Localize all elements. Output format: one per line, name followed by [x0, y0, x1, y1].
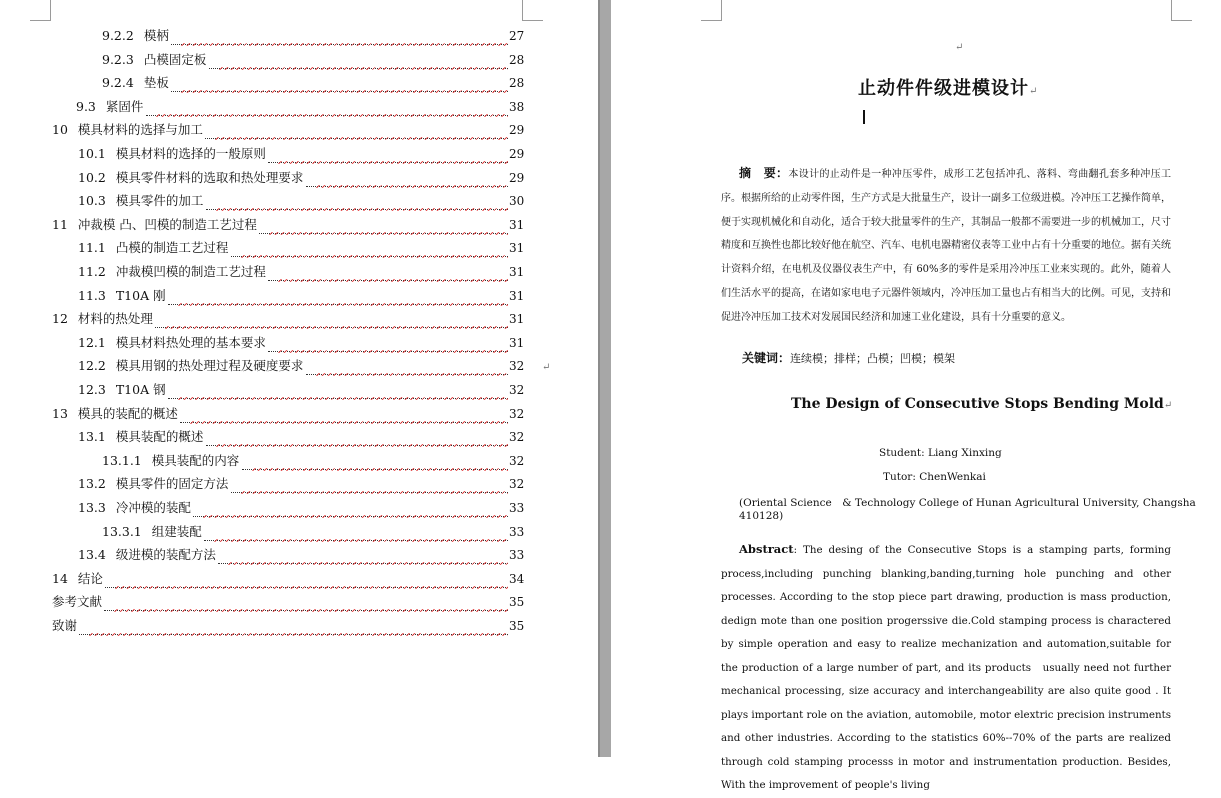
page-gutter [598, 0, 611, 757]
toc-entry-number: 12.3 [78, 382, 106, 397]
toc-entry-page: 32 [509, 477, 525, 492]
toc-entry-number: 13 [52, 405, 68, 421]
toc-entry-title: 致谢 [52, 618, 78, 633]
toc-entry-number: 9.2.2 [102, 28, 134, 43]
toc-entry-page: 34 [509, 571, 525, 586]
spellcheck-underline [190, 421, 508, 424]
toc-entry-title: T10A 刚 [115, 287, 166, 303]
spellcheck-underline [278, 350, 508, 353]
spellcheck-underline [156, 114, 508, 117]
document-title: 止动件件级进模设计↵ [858, 78, 1039, 99]
toc-entry[interactable] [78, 498, 560, 518]
toc-entry-page: 27 [509, 29, 525, 43]
toc-entry-title: 材料的热处理 [77, 311, 153, 327]
crop-mark-top-right [1171, 0, 1192, 21]
toc-entry-title: T10A 钢 [115, 382, 166, 397]
toc-entry-title: 模具零件材料的选取和热处理要求 [115, 169, 304, 185]
spellcheck-underline [178, 397, 508, 400]
toc-entry[interactable] [102, 522, 560, 542]
spellcheck-underline [241, 491, 508, 494]
spellcheck-underline [215, 137, 508, 140]
toc-entry[interactable] [52, 309, 560, 329]
toc-entry-title: 模具装配的内容 [151, 452, 240, 468]
toc-entry-page: 31 [509, 288, 525, 303]
toc-entry-title: 模柄 [143, 28, 169, 43]
spellcheck-underline [241, 255, 508, 258]
tutor-name: Tutor: ChenWenkai [883, 471, 986, 483]
toc-entry-number: 10.1 [78, 146, 106, 161]
toc-entry-page: 29 [509, 123, 525, 138]
student-name: Student: Liang Xinxing [879, 447, 1002, 459]
toc-entry-title: 凸模的制造工艺过程 [115, 240, 229, 256]
toc-entry-page: 33 [509, 501, 525, 515]
spellcheck-underline [216, 444, 508, 447]
spellcheck-underline [165, 326, 508, 329]
toc-entry-page: 32 [509, 383, 525, 397]
crop-mark-top-right [522, 0, 543, 21]
toc-entry-title: 模具材料的选择的一般原则 [115, 146, 266, 161]
toc-entry-page: 31 [509, 241, 525, 256]
toc-page [0, 0, 598, 757]
toc-entry-number: 13.2 [78, 476, 106, 492]
toc-entry[interactable] [78, 262, 560, 282]
spellcheck-underline [181, 90, 508, 93]
toc-entry-page: 38 [509, 99, 525, 114]
spellcheck-underline [114, 609, 508, 612]
toc-entry-title: 参考文献 [52, 594, 103, 610]
toc-entry-page: 32 [509, 453, 525, 468]
keywords-label: 关键词： [742, 351, 791, 365]
toc-entry-page: 31 [509, 312, 525, 327]
abstract-page [611, 0, 1221, 791]
toc-entry[interactable] [78, 238, 560, 258]
toc-entry-title: 模具材料的选择与加工 [77, 122, 203, 138]
toc-entry-number: 13.1.1 [102, 452, 142, 468]
toc-entry-number: 13.3.1 [102, 523, 142, 539]
toc-entry-page: 33 [509, 524, 525, 539]
spellcheck-underline [203, 515, 508, 518]
abstract-en-text: : The desing of the Consecutive Stops is a stamping parts, forming process,including punching blanking,banding,turning hole punching and other processes. According to the stop piece part drawing, production is mass production, dedign mote than one position progerssive die.Cold stamping process is charactered by simple operation and easy to realize mechanization and automation,suitable for the production of a large number of part, and its products usually need not further mechanical processing, size accuracy and interchangeability are also quite good . It plays important role on the aviation, automobile, motor elextric precision instruments and other industries. According to the statistics 60%--70% of the parts are realized through cold stamping processs in motor and instrumentation production. Besides, With the improvement of people's living [721, 544, 1171, 791]
paragraph-mark: ↵ [542, 362, 551, 373]
abstract-cn-label: 摘 要： [739, 166, 789, 180]
toc-entry[interactable] [52, 592, 560, 612]
toc-entry-number: 11.2 [78, 264, 106, 279]
toc-entry-page: 30 [509, 194, 525, 209]
toc-entry[interactable] [102, 73, 560, 93]
toc-entry-page: 29 [509, 147, 525, 161]
toc-entry-page: 35 [509, 619, 525, 633]
toc-entry[interactable] [78, 474, 560, 494]
toc-entry-number: 11 [52, 216, 68, 232]
toc-entry-title: 模具材料热处理的基本要求 [115, 334, 266, 350]
toc-entry-number: 13.3 [78, 500, 106, 515]
toc-entry[interactable] [78, 427, 560, 447]
english-abstract [721, 538, 1171, 798]
spellcheck-underline [216, 208, 508, 211]
spellcheck-underline [278, 279, 508, 282]
toc-entry[interactable] [52, 404, 560, 424]
spellcheck-underline [316, 185, 508, 188]
toc-entry-page: 28 [509, 52, 525, 67]
toc-entry-number: 13.4 [78, 547, 106, 563]
toc-entry-number: 12.2 [78, 358, 106, 374]
toc-entry-title: 冷冲模的装配 [115, 500, 191, 515]
toc-entry[interactable] [78, 545, 560, 565]
toc-entry-number: 9.2.3 [102, 51, 134, 67]
spellcheck-underline [228, 562, 508, 565]
toc-entry-number: 11.1 [78, 240, 106, 256]
spellcheck-underline [278, 161, 508, 164]
toc-entry[interactable] [102, 26, 560, 46]
toc-entry-title: 模具装配的概述 [115, 429, 204, 445]
toc-entry-title: 结论 [77, 570, 103, 586]
crop-mark-top-left [701, 0, 722, 21]
toc-entry-number: 13.1 [78, 429, 106, 445]
toc-entry-title: 模具零件的固定方法 [115, 476, 229, 492]
affiliation: (Oriental Science & Technology College of Hunan Agricultural University, Changsha 410128) [739, 497, 1196, 522]
toc-entry[interactable] [78, 333, 560, 353]
toc-entry[interactable] [78, 356, 560, 376]
toc-entry-title: 级进模的装配方法 [115, 547, 216, 563]
toc-entry[interactable] [52, 120, 560, 140]
spellcheck-underline [252, 468, 508, 471]
toc-entry[interactable] [76, 97, 560, 117]
spellcheck-underline [89, 633, 508, 636]
toc-entry-title: 模具的装配的概述 [77, 405, 178, 421]
spellcheck-underline [269, 232, 508, 235]
toc-entry[interactable] [102, 50, 560, 70]
english-title: The Design of Consecutive Stops Bending Mold↵ [791, 396, 1173, 412]
toc-entry-number: 9.3 [76, 98, 96, 114]
toc-entry-title: 紧固件 [105, 98, 144, 114]
toc-entry-page: 32 [509, 359, 525, 374]
toc-entry-title: 模具用钢的热处理过程及硬度要求 [115, 358, 304, 374]
toc-entry-number: 9.2.4 [102, 75, 134, 91]
toc-entry-title: 凸模固定板 [143, 51, 207, 67]
spellcheck-underline [181, 43, 508, 46]
toc-entry-page: 31 [509, 335, 525, 350]
abstract-en-label: Abstract [739, 542, 794, 556]
keywords-text: 连续模；排样；凸模；凹模；模架 [790, 352, 956, 365]
toc-entry-title: 组建装配 [151, 523, 202, 539]
toc-entry[interactable] [78, 168, 560, 188]
toc-entry-page: 32 [509, 406, 525, 421]
toc-entry-page: 33 [509, 548, 525, 563]
toc-entry-number: 10.2 [78, 169, 106, 185]
toc-entry[interactable] [52, 616, 560, 636]
toc-entry-number: 12.1 [78, 334, 106, 350]
spellcheck-underline [316, 373, 508, 376]
abstract-cn-text: 本设计的止动件是一种冲压零件，成形工艺包括冲孔、落料、弯曲翻孔套多种冲压工序。根据所给的止动零件图，生产方式是大批量生产，设计一副多工位级进模。冷冲压工艺操作简单，便于实现机械化和自动化，适合于较大批量零件的生产，其制品一般都不需要进一步的机械加工，尺寸精度和互换性也都比较好他在航空、汽车、电机电器精密仪表等工业中占有十分重要的地位。据有关统计资料介绍，在电机及仪器仪表生产中，有 60%多的零件是采用冷冲压工业来实现的。此外，随着人们生活水平的提高，在诸如家电电子元器件领域内，冷冲压加工量也占有相当大的比例。可见，支持和促进冷冲压加工技术对发展国民经济和加速工业化建设，具有十分重要的意义。 [721, 169, 1171, 323]
spellcheck-underline [214, 539, 508, 542]
toc-entry-page: 29 [509, 170, 525, 185]
toc-entry[interactable] [78, 144, 560, 164]
toc-entry[interactable] [102, 451, 560, 471]
toc-entry[interactable] [78, 191, 560, 211]
crop-mark-top-left [30, 0, 51, 21]
toc-entry-number: 14 [52, 570, 68, 586]
toc-entry[interactable] [52, 569, 560, 589]
toc-entry-page: 32 [509, 430, 525, 445]
toc-entry[interactable] [78, 380, 560, 400]
toc-entry[interactable] [52, 215, 560, 235]
toc-entry-page: 35 [509, 595, 525, 610]
toc-entry[interactable] [78, 286, 560, 306]
toc-entry-number: 10.3 [78, 193, 106, 209]
toc-entry-title: 垫板 [143, 75, 169, 91]
spellcheck-underline [115, 586, 508, 589]
chinese-abstract [721, 162, 1171, 330]
paragraph-mark: ↵ [955, 42, 964, 53]
spellcheck-underline [219, 67, 508, 70]
text-cursor[interactable] [863, 110, 865, 124]
toc-entry-page: 31 [509, 217, 525, 232]
toc-entry-number: 10 [52, 122, 68, 138]
toc-entry-number: 11.3 [78, 287, 106, 303]
toc-entry-title: 模具零件的加工 [115, 193, 204, 209]
toc-entry-page: 28 [509, 76, 525, 91]
toc-entry-page: 31 [509, 265, 525, 279]
spellcheck-underline [178, 303, 508, 306]
toc-entry-number: 12 [52, 311, 68, 327]
toc-entry-title: 冲裁模 凸、凹模的制造工艺过程 [77, 216, 257, 232]
toc-entry-title: 冲裁模凹模的制造工艺过程 [115, 264, 266, 279]
keywords [742, 349, 955, 366]
